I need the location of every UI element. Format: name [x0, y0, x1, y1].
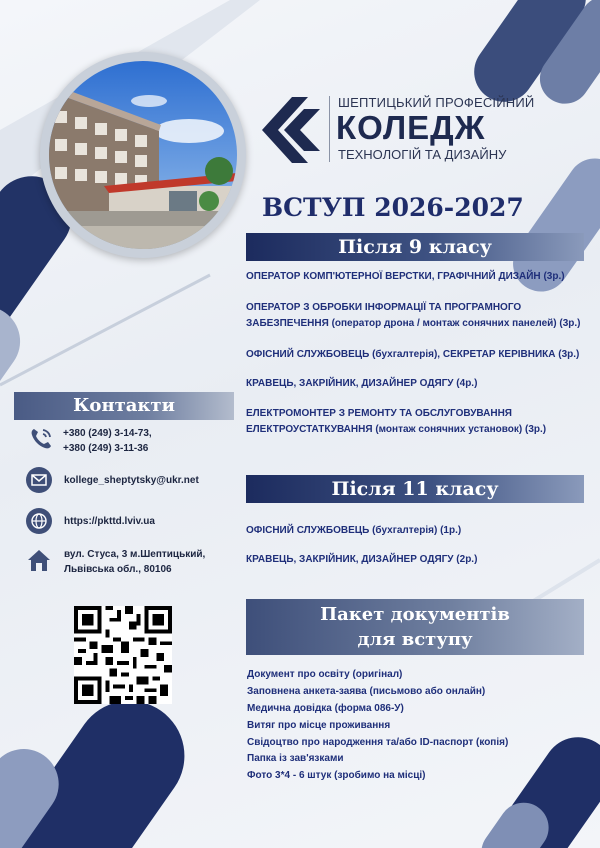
document-item: Медична довідка (форма 086-У)	[247, 703, 404, 714]
documents-title-line1: Пакет документів	[320, 604, 510, 625]
program-item: ЕЛЕКТРОМОНТЕР З РЕМОНТУ ТА ОБСЛУГОВУВАННЯ ЕЛЕКТРОУСТАТКУВАННЯ (монтаж сонячних установок) (3р.)	[246, 408, 547, 435]
document-item: Фото 3*4 - 6 штук (зробимо на місці)	[247, 770, 426, 781]
email-link[interactable]: kollege_sheptytsky@ukr.net	[64, 475, 199, 486]
program-item: КРАВЕЦЬ, ЗАКРІЙНИК, ДИЗАЙНЕР ОДЯГУ (4р.)	[246, 378, 478, 389]
program-item: ОФІСНИЙ СЛУЖБОВЕЦЬ (бухгалтерія), СЕКРЕТАР КЕРІВНИКА (3р.)	[246, 349, 580, 360]
program-item: ОФІСНИЙ СЛУЖБОВЕЦЬ (бухгалтерія) (1р.)	[246, 525, 462, 536]
address-line1: вул. Стуса, 3 м.Шептицький,	[64, 549, 206, 560]
program-item: КРАВЕЦЬ, ЗАКРІЙНИК, ДИЗАЙНЕР ОДЯГУ (2р.)	[246, 554, 478, 565]
phone-1[interactable]: +380 (249) 3-14-73,	[63, 428, 152, 439]
documents-title-line2: для вступу	[357, 629, 473, 650]
house-icon	[26, 547, 52, 573]
college-name-line2: КОЛЕДЖ	[336, 109, 486, 146]
document-item: Заповнена анкета-заява (письмово або онлайн)	[247, 686, 486, 697]
admission-title: ВСТУП 2026-2027	[262, 193, 524, 222]
document-item: Папка із зав'язками	[247, 753, 344, 764]
phone-icon	[28, 426, 54, 452]
phone-2[interactable]: +380 (249) 3-11-36	[63, 443, 149, 454]
college-name-line1: ШЕПТИЦЬКИЙ ПРОФЕСІЙНИЙ	[338, 95, 535, 110]
globe-icon	[26, 508, 52, 534]
document-item: Витяг про місце проживання	[247, 720, 391, 731]
documents-banner	[246, 599, 584, 655]
address-line2: Львівська обл., 80106	[64, 564, 172, 575]
document-item: Свідоцтво про народження та/або ID-паспорт (копія)	[247, 737, 509, 748]
logo-separator	[329, 96, 330, 162]
college-building-photo	[49, 61, 237, 249]
program-item: ОПЕРАТОР КОМП'ЮТЕРНОЇ ВЕРСТКИ, ГРАФІЧНИЙ ДИЗАЙН (3р.)	[246, 271, 565, 282]
college-logo-icon	[262, 97, 322, 163]
after-9-banner: Після 9 класу	[246, 233, 584, 261]
after-11-banner: Після 11 класу	[246, 475, 584, 503]
college-name-line3: ТЕХНОЛОГІЙ ТА ДИЗАЙНУ	[338, 147, 507, 162]
program-item: ОПЕРАТОР З ОБРОБКИ ІНФОРМАЦІЇ ТА ПРОГРАМНОГО ЗАБЕЗПЕЧЕННЯ (оператор дрона / монтаж сонячних панелей) (3р.)	[246, 302, 581, 329]
qr-code[interactable]	[74, 606, 172, 704]
website-link[interactable]: https://pkttd.lviv.ua	[64, 516, 155, 527]
document-item: Документ про освіту (оригінал)	[247, 669, 403, 680]
envelope-icon	[26, 467, 52, 493]
contacts-banner: Контакти	[14, 392, 234, 420]
